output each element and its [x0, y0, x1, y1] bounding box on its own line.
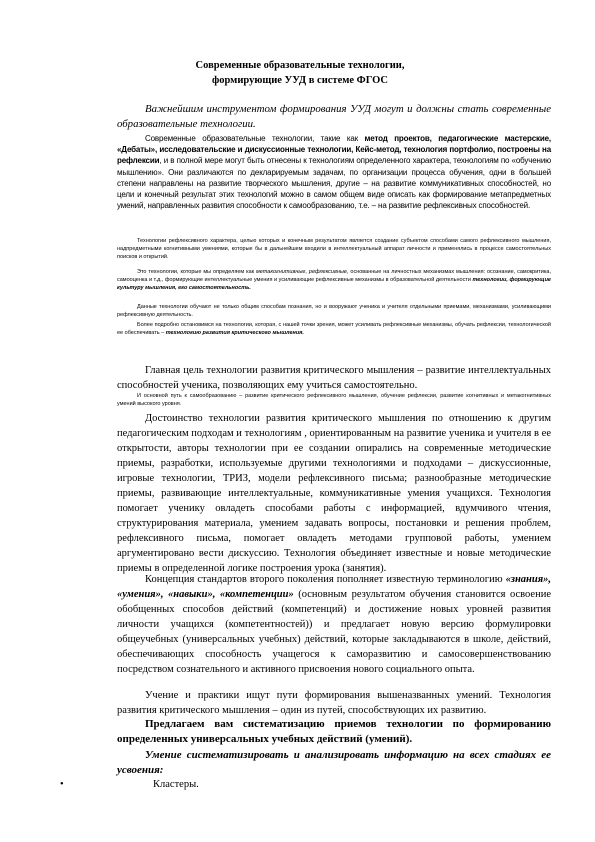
p8-bolditalic-1: «знания», «умения», «навыки», «компетенции»: [117, 574, 551, 600]
paragraph-practice: Учение и практики ищут пути формирования вышеназванных умений. Технология развития критического мышления – один из путей, способствующих их развитию.: [117, 690, 551, 716]
paragraph-reflexive-small: Технологии рефлексивного характера, целью которых и конечным результатом является создание субъектом способами самого рефлексивного мышления, надпредметными когнитивными умениями, которые бы в дальнейшем входили в интеллектуальный аппарат личности и применялись в процессе самостоятельных поисков и открытий.: [117, 238, 551, 260]
p2-italic-1: метакогнитивные, рефлексивные: [256, 269, 347, 275]
paragraph-teaching-small: Данные технологии обучают не только общим способам познания, но и вооружают ученика и учителя отдельными приемами, механизмами, усиливающими рефлексивную деятельность.: [117, 304, 551, 318]
paragraph-advantages: Достоинство технологии развития критического мышления по отношению к другим педагогическим подходам и технологиям , ориентированным на развитие ученика и учителя в ее открытости, авторы технологии при ее создании опирались на современные методические приемы, разработки, используемые другими технологиями и подходами – дискуссионные, игровые технологии, ТРИЗ, модели рефлексивного письма; разнообразные методические приемы, развивающие интеллектуальные, коммуникативные умения учащихся. Технология помогает ученику овладеть способами работы с информацией, вдумчивого чтения, структурирования материала, умением задавать вопросы, постановки и решения проблем, рефлексивного письма, помогает овладеть методами групповой работы, умением аргументировано вести дискуссию. Технология объединяет известные и новые методические приемы в определенной логике построения урока (занятия).: [117, 413, 551, 574]
p8-text-2: (основным результатом обучения становится освоение обобщенных способов действий (компетенций) и достижение новых уровней развития личности учащихся (компетентностей)) и предлагает новую версию формулировки общеучебных (универсальных учебных) действий, которые закладываются в школе, действий, обеспечивающих способность учащегося к саморазвитию и самосовершенствованию посредством сознательного и активного присвоения нового социального опыта.: [117, 589, 551, 675]
p1-bold-1: метод проектов, педагогические мастерские, «Дебаты», исследовательские и дискуссионные технологии, Кейс-метод, технология портфолио, построены на рефлексии: [117, 134, 551, 166]
paragraph-concept: [117, 572, 551, 677]
p4-bolditalic-1: технологию развития критического мышления.: [165, 329, 304, 336]
paragraph-critical-thinking-small: [117, 322, 551, 338]
p2-bolditalic-1: технологии, формирующие культуру мышления, его самостоятельность.: [117, 276, 551, 291]
document-title: [100, 58, 500, 88]
lead-paragraph: Важнейшим инструментом формирования УУД могут и должны стать современные образовательные технологии.: [117, 103, 551, 130]
paragraph-technologies: [117, 133, 551, 211]
title-line-1: Современные образовательные технологии,: [195, 60, 405, 71]
list-item-label: Кластеры.: [153, 779, 199, 790]
bullet-icon: •: [60, 779, 64, 790]
p1-text-2: , и в полной мере могут быть отнесены к технологиям определенного характера, технологиям по «обучению мышлению». Они различаются по декларируемым задачам, по организации процесса обучения, одни в большей степени направлены на развитие творческого мышления, другие – на развитие коммуникативных способностей, но цели и конечный результат этих технологий можно в самом общем виде описать как формирование метапредметных умений, направленных развития способности к самообразованию, т.е. – на развитие рефлексивных способностей.: [117, 156, 551, 211]
paragraph-main-goal: Главная цель технологии развития критического мышления – развитие интеллектуальных способностей ученика, позволяющих ему учиться самостоятельно.: [117, 365, 551, 391]
title-line-2: формирующие УУД в системе ФГОС: [211, 75, 388, 86]
paragraph-self-education-small: И основной путь к самообразованию – развитие критического рефлексивного мышления, обучение рефлексии, развитие когнитивных и метакогнитивных умений высокого уровня.: [117, 393, 551, 407]
p8-text-1: Концепция стандартов второго поколения пополняет известную терминологию: [145, 574, 506, 585]
p4-text-1: Более подробно остановимся на технологии, которая, с нашей точки зрения, может усиливать рефлексивные механизмы, обучать рефлексии, технологической ее обеспечивать –: [117, 322, 551, 336]
p2-text-2: , основанные на личностных механизмах мышления: осознание, самокритика, самооценка и т.д., формирующие интеллектуальные умения и усиливающие рефлексивные механизмы в образовательной деятельности: [117, 269, 551, 283]
p2-text-1: Это технологии, которые мы определяем как: [137, 269, 257, 275]
paragraph-proposal: Предлагаем вам систематизацию приемов технологии по формированию определенных универсальных учебных действий (умений).: [117, 718, 551, 745]
paragraph-metacognitive-small: [117, 269, 551, 292]
paragraph-skill-heading: Умение систематизировать и анализировать информацию на всех стадиях ее усвоения:: [117, 749, 551, 776]
p1-text-1: Современные образовательные технологии, такие как: [145, 134, 365, 143]
